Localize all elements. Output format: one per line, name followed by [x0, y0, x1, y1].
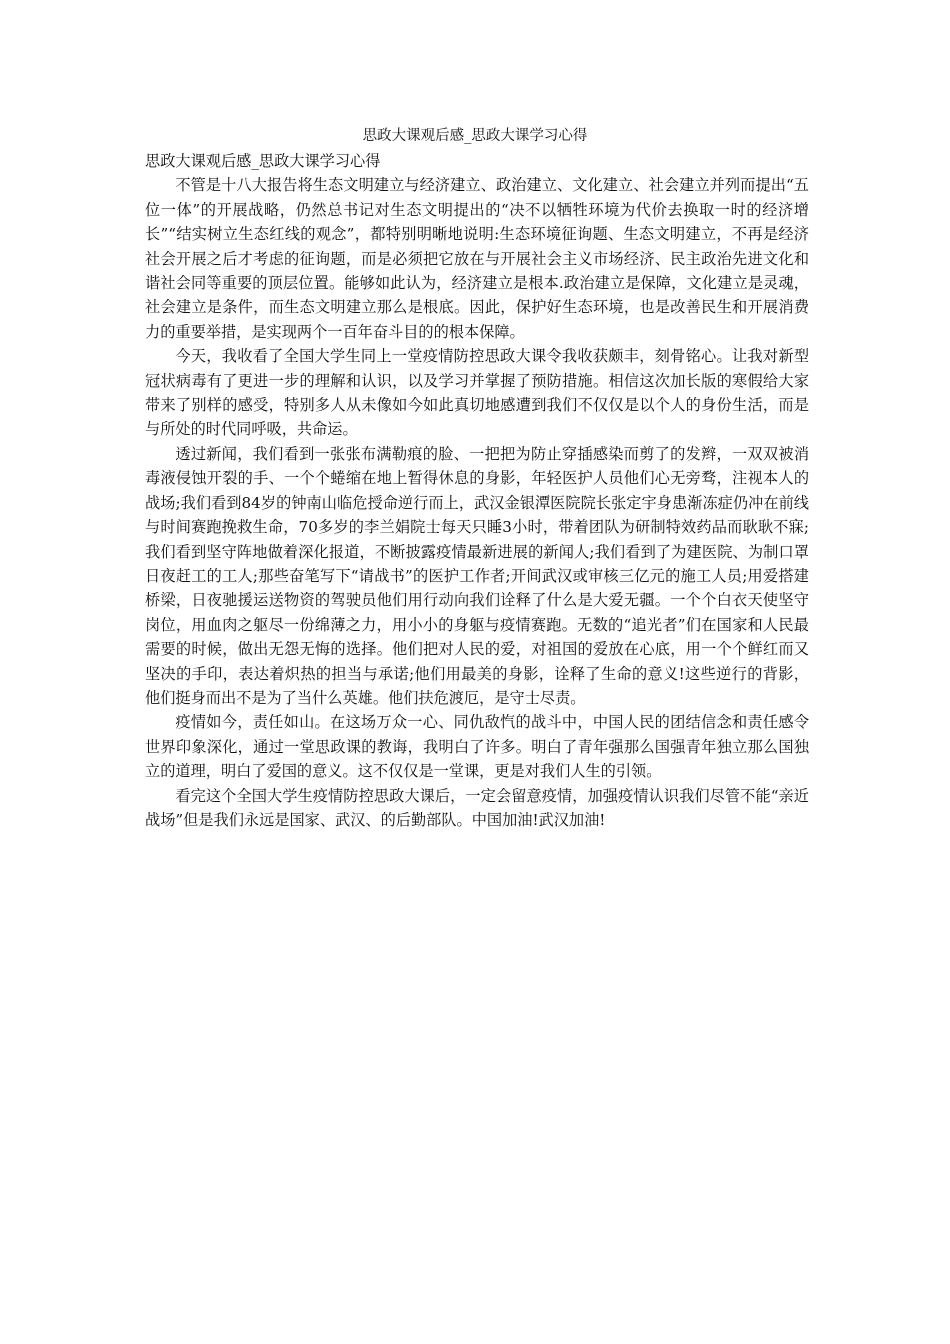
paragraph-ecology: 不管是十八大报告将生态文明建立与经济建立、政治建立、文化建立、社会建立并列而提出“五位一体”的开展战略，仍然总书记对生态文明提出的“决不以牺牲环境为代价去换取一时的经济增长”“结实树立生态红线的观念”，都特别明晰地说明:生态环境征询题、生态文明建立，不再是经济社会开展之后才考虑的征询题，而是必须把它放在与开展社会主义市场经济、民主政治先进文化和谐社会同等重要的顶层位置。能够如此认为，经济建立是根本.政治建立是保障，文化建立是灵魂，社会建立是条件，而生态文明建立那么是根底。因此，保护好生态环境，也是改善民生和开展消费力的重要举措，是实现两个一百年奋斗目的的根本保障。 — [145, 176, 809, 341]
paragraph-watched-lecture: 今天，我收看了全国大学生同上一堂疫情防控思政大课令我收获颇丰，刻骨铭心。让我对新型冠状病毒有了更进一步的理解和认识，以及学习并掌握了预防措施。相信这次加长版的寒假给大家带来了别样的感受，特别多人从未像如今如此真切地感遭到我们不仅仅是以个人的身份生活，而是与所处的时代同呼吸，共命运。 — [145, 347, 809, 439]
document-subtitle: 思政大课观后感_思政大课学习心得 — [145, 152, 381, 170]
document-body — [145, 149, 809, 832]
paragraph-news-heroes: 透过新闻，我们看到一张张布满勒痕的脸、一把把为防止穿插感染而剪了的发辫，一双双被消毒液侵蚀开裂的手、一个个蜷缩在地上暂得休息的身影，年轻医护人员他们心无旁骛，注视本人的战场;我们看到84岁的钟南山临危授命逆行而上，武汉金银潭医院院长张定宇身患渐冻症仍冲在前线与时间赛跑挽救生命，70多岁的李兰娟院士每天只睡3小时，带着团队为研制特效药品而耿耿不寐;我们看到坚守阵地做着深化报道，不断披露疫情最新进展的新闻人;我们看到了为建医院、为制口罩日夜赶工的工人;那些奋笔写下“请战书”的医护工作者;开间武汉或审核三亿元的施工人员;用爱搭建桥梁，日夜驰援运送物资的驾驶员他们用行动向我们诠释了什么是大爱无疆。一个个白衣天使坚守岗位，用血肉之躯尽一份绵薄之力，用小小的身躯与疫情赛跑。无数的“追光者”们在国家和人民最需要的时候，做出无怨无悔的选择。他们把对人民的爱，对祖国的爱放在心底，用一个个鲜红而又坚决的手印，表达着炽热的担当与承诺;他们用最美的身影，诠释了生命的意义!这些逆行的背影，他们挺身而出不是为了当什么英雄。他们扶危渡厄，是守士尽责。 — [145, 444, 809, 707]
paragraph-conclusion: 看完这个全国大学生疫情防控思政大课后，一定会留意疫情，加强疫情认识我们尽管不能“亲近战场”但是我们永远是国家、武汉、的后勤部队。中国加油!武汉加油! — [145, 786, 809, 829]
page-title: 思政大课观后感_思政大课学习心得 — [362, 128, 588, 144]
paragraph-responsibility: 疫情如今，责任如山。在这场万众一心、同仇敌忾的战斗中，中国人民的团结信念和责任感令世界印象深化，通过一堂思政课的教诲，我明白了许多。明白了青年强那么国强青年独立那么国独立的道理，明白了爱国的意义。这不仅仅是一堂课，更是对我们人生的引领。 — [145, 713, 809, 781]
